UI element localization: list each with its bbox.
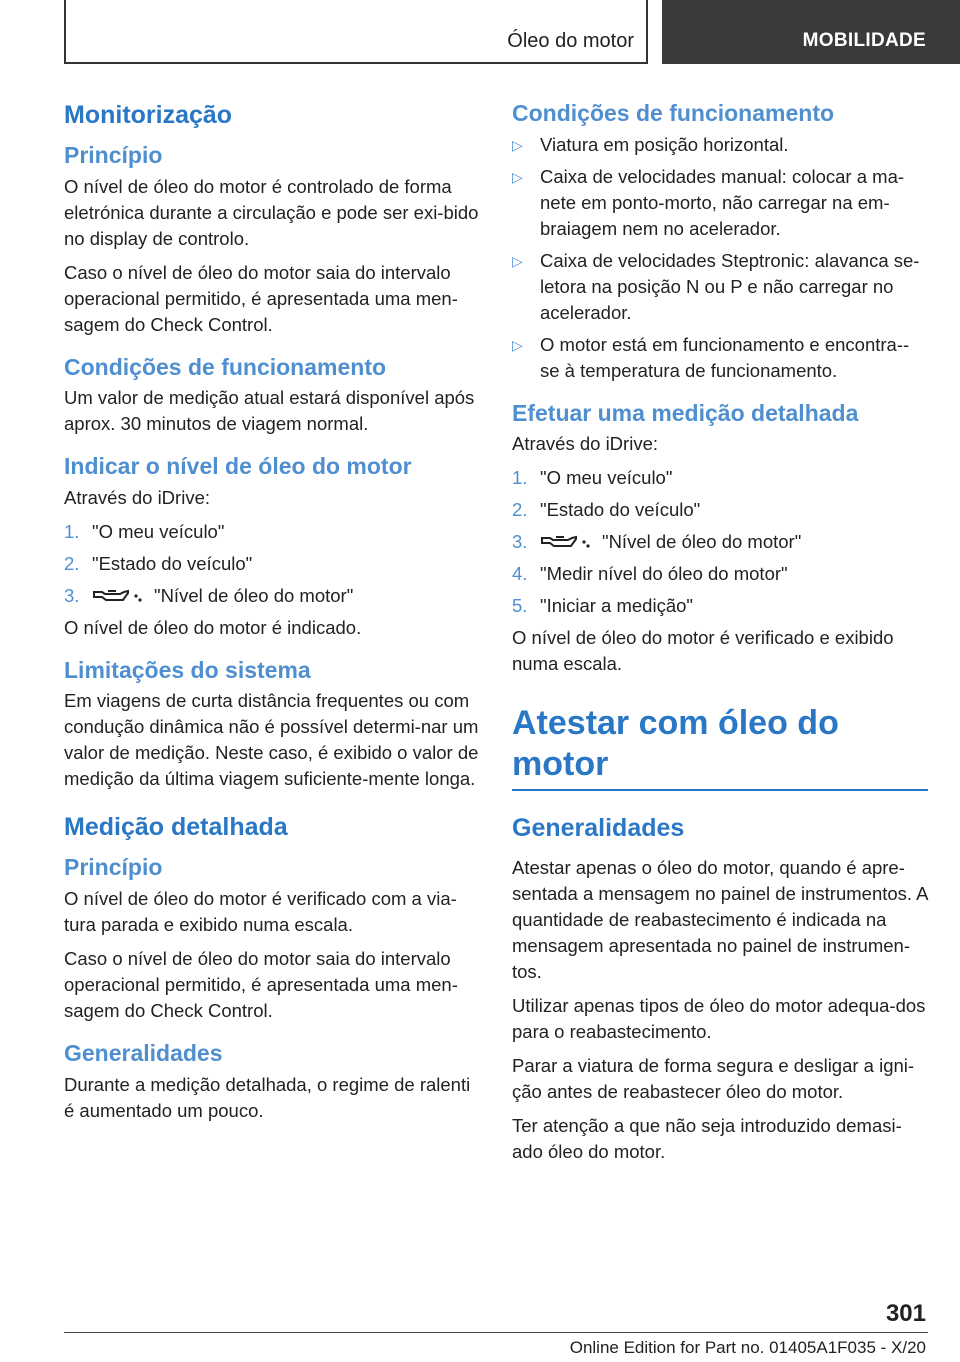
bullet-text: Caixa de velocidades manual: colocar a ma-nete em ponto-morto, não carregar na em-braiagem nem no acelerador. <box>540 165 905 239</box>
triangle-right-icon: ▷ <box>512 168 523 185</box>
paragraph: Caso o nível de óleo do motor saia do intervalo operacional permitido, é apresentada uma men-sagem do Check Control. <box>64 261 458 335</box>
paragraph: O nível de óleo do motor é indicado. <box>64 616 362 638</box>
footer-edition: Online Edition for Part no. 01405A1F035 - X/20 <box>569 1338 926 1357</box>
conditions-list <box>512 132 928 384</box>
triangle-right-icon: ▷ <box>512 136 523 153</box>
paragraph: Em viagens de curta distância frequentes ou com condução dinâmica não é possível determi-nar um valor de medição. Neste caso, é exibido o valor de medição da última viagem suficiente-mente longa. <box>64 690 479 790</box>
section-title: MOBILIDADE <box>802 30 926 51</box>
list-item <box>64 519 480 545</box>
paragraph: Através do iDrive: <box>512 433 658 455</box>
list-item <box>512 248 928 326</box>
list-item <box>512 164 928 242</box>
oil-can-icon <box>92 588 146 604</box>
paragraph: Caso o nível de óleo do motor saia do intervalo operacional permitido, é apresentada uma men-sagem do Check Control. <box>64 947 458 1021</box>
step-text: "Nível de óleo do motor" <box>602 531 802 553</box>
paragraph: O nível de óleo do motor é controlado de forma eletrónica durante a circulação e pode ser exi-bido no display de controlo. <box>64 175 479 249</box>
bullet-text: Viatura em posição horizontal. <box>540 133 789 155</box>
paragraph: Parar a viatura de forma segura e desligar a igni-ção antes de reabastecer óleo do motor. <box>512 1054 915 1102</box>
heading-limitacoes: Limitações do sistema <box>64 656 311 683</box>
steps-list <box>512 465 928 619</box>
heading-generalidades: Generalidades <box>64 1039 223 1066</box>
page-number: 301 <box>885 1300 926 1327</box>
step-text: "O meu veículo" <box>92 520 225 542</box>
heading-efetuar-medicao: Efetuar uma medição detalhada <box>512 399 859 426</box>
list-item <box>512 561 928 587</box>
step-text: "Medir nível do óleo do motor" <box>540 563 788 585</box>
paragraph: Ter atenção a que não seja introduzido demasi-ado óleo do motor. <box>512 1114 902 1162</box>
right-column <box>512 100 928 1173</box>
header-chapter-box <box>64 0 648 64</box>
step-number: 4. <box>512 563 528 585</box>
step-number: 1. <box>64 520 80 542</box>
header-section-tab <box>662 0 960 64</box>
heading-generalidades: Generalidades <box>512 813 685 842</box>
left-column <box>64 100 480 1132</box>
paragraph: Um valor de medição atual estará disponível após aprox. 30 minutos de viagem normal. <box>64 387 475 435</box>
list-item <box>512 497 928 523</box>
step-text: "O meu veículo" <box>540 467 673 489</box>
list-item <box>64 583 480 609</box>
triangle-right-icon: ▷ <box>512 252 523 269</box>
heading-medicao-detalhada: Medição detalhada <box>64 813 288 842</box>
heading-condicoes: Condições de funcionamento <box>512 100 835 126</box>
chapter-title: Óleo do motor <box>507 30 634 52</box>
paragraph: Atestar apenas o óleo do motor, quando é apre-sentada a mensagem no painel de instrumentos. A quantidade de reabastecimento é indicada na mensagem apresentada no painel de instrumen-tos. <box>512 856 928 982</box>
heading-principio: Princípio <box>64 854 163 881</box>
step-number: 2. <box>64 552 80 574</box>
heading-condicoes: Condições de funcionamento <box>64 353 387 380</box>
paragraph: Durante a medição detalhada, o regime de ralenti é aumentado um pouco. <box>64 1073 471 1121</box>
step-text: "Iniciar a medição" <box>540 595 693 617</box>
heading-principio: Princípio <box>64 142 163 168</box>
footer-divider <box>64 1332 928 1333</box>
step-number: 5. <box>512 595 528 617</box>
list-item <box>64 551 480 577</box>
list-item <box>512 465 928 491</box>
steps-list <box>64 519 480 609</box>
heading-atestar-oleo: Atestar com óleo do motor <box>512 703 928 791</box>
step-number: 1. <box>512 467 528 489</box>
list-item <box>512 132 928 158</box>
paragraph: Através do iDrive: <box>64 486 210 508</box>
triangle-right-icon: ▷ <box>512 336 523 353</box>
step-text: "Estado do veículo" <box>540 499 701 521</box>
heading-indicar-nivel: Indicar o nível de óleo do motor <box>64 453 412 480</box>
bullet-text: Caixa de velocidades Steptronic: alavanca se-letora na posição N ou P e não carregar no acelerador. <box>540 249 920 323</box>
list-item <box>512 529 928 555</box>
step-number: 3. <box>512 531 528 553</box>
paragraph: O nível de óleo do motor é verificado com a via-tura parada e exibido numa escala. <box>64 887 457 935</box>
oil-can-icon <box>540 534 594 550</box>
step-text: "Estado do veículo" <box>92 552 253 574</box>
paragraph: O nível de óleo do motor é verificado e exibido numa escala. <box>512 627 894 675</box>
paragraph: Utilizar apenas tipos de óleo do motor adequa-dos para o reabastecimento. <box>512 994 926 1042</box>
bullet-text: O motor está em funcionamento e encontra--se à temperatura de funcionamento. <box>540 333 910 381</box>
step-text: "Nível de óleo do motor" <box>154 584 354 606</box>
step-number: 3. <box>64 584 80 606</box>
heading-monitorizacao: Monitorização <box>64 101 233 129</box>
list-item <box>512 593 928 619</box>
list-item <box>512 332 928 384</box>
step-number: 2. <box>512 499 528 521</box>
